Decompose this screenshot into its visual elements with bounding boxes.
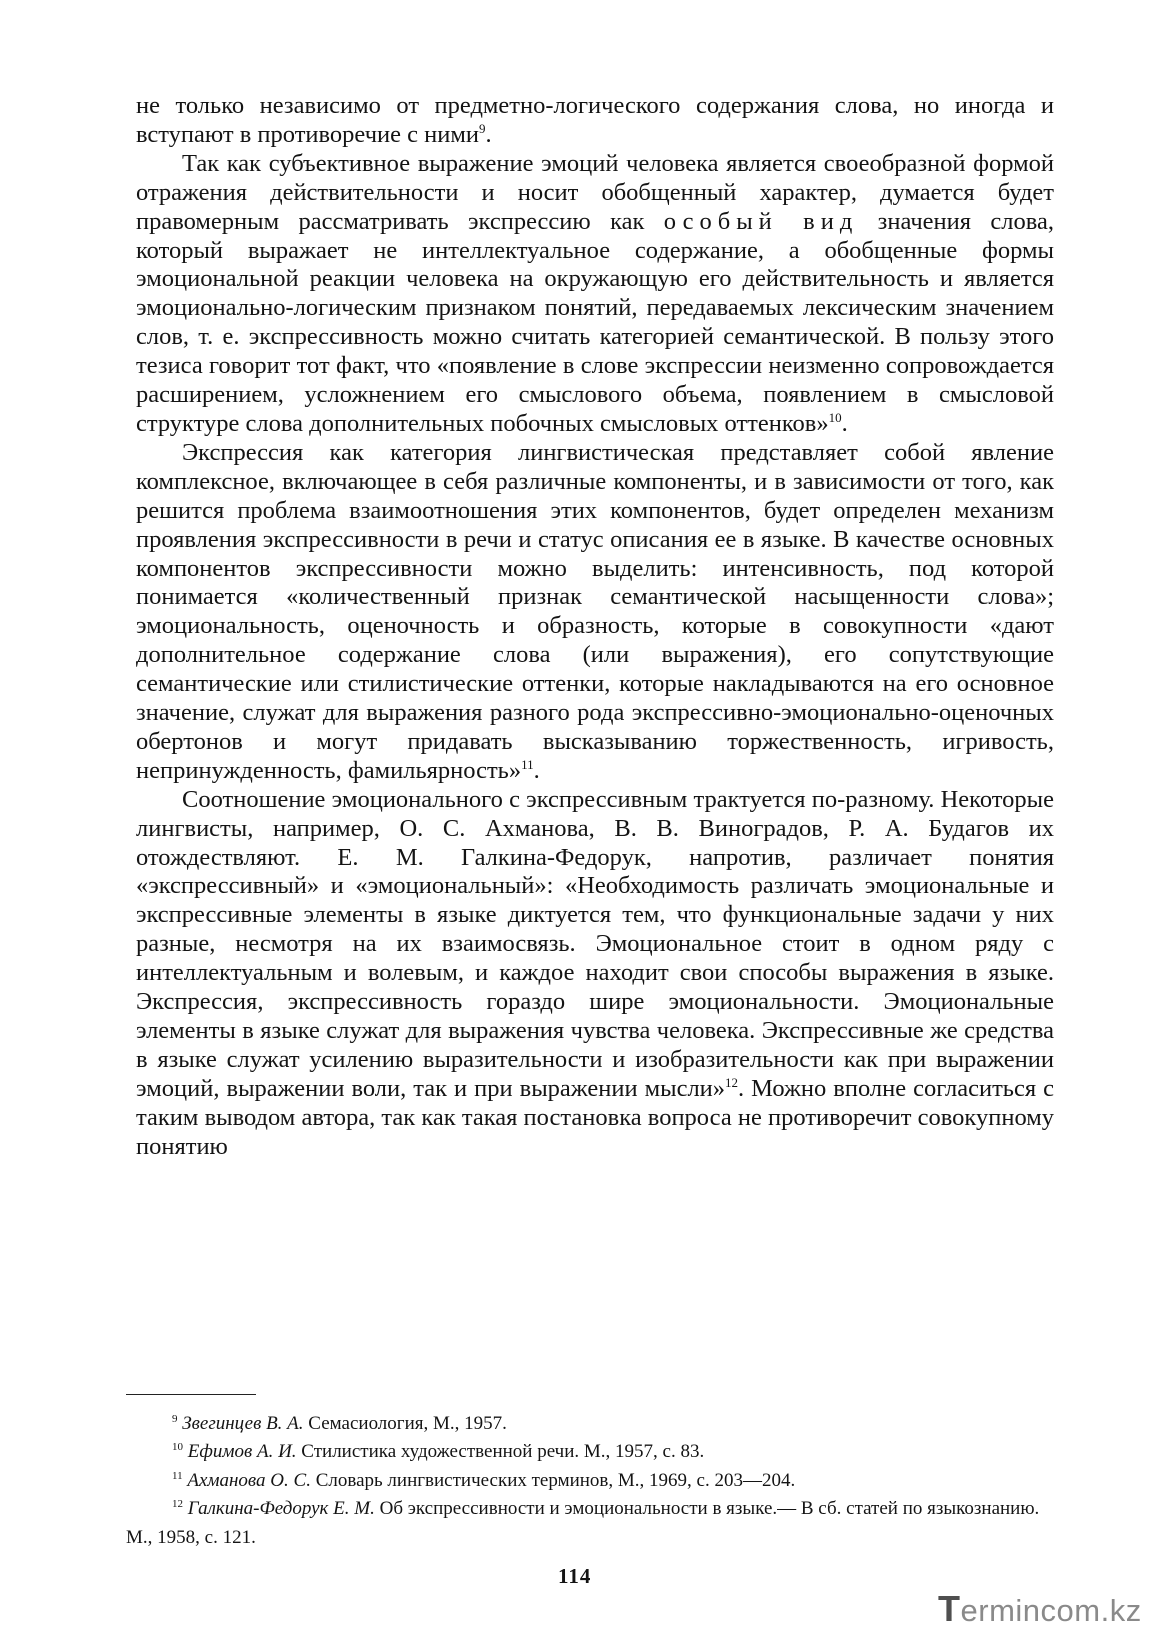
paragraph-text: не только независимо от предметно-логического содержания слова, но иногда и вступают в противоречие с ними bbox=[136, 92, 1054, 148]
footnote-number: 12 bbox=[172, 1498, 183, 1511]
paragraph bbox=[136, 150, 1054, 439]
paragraph bbox=[136, 786, 1054, 1162]
footnote-number: 10 bbox=[172, 1441, 183, 1454]
page-body bbox=[136, 92, 1054, 1162]
spaced-emphasis: особый вид bbox=[663, 207, 859, 235]
paragraph-text: Соотношение эмоционального с экспрессивным трактуется по-разному. Некоторые лингвисты, например, О. С. Ахманова, В. В. Виноградов, Р. А. Будагов их отождествляют. Е. М. Галкина-Федорук, напротив, различает понятия «экспрессивный» и «эмоциональный»: «Необходимость различать эмоциональные и экспрессивные элементы в языке диктуется тем, что функциональные задачи у них разные, несмотря на их взаимосвязь. Эмоциональное стоит в одном ряду с интеллектуальным и волевым, и каждое находит свои способы выражения в языке. Экспрессия, экспрессивность гораздо шире эмоциональности. Эмоциональные элементы в языке служат для выражения чувства человека. Экспрессивные же средства в языке служат усилению выразительности и изобразительности как при выражении эмоций, выражении воли, так и при выражении мысли» bbox=[136, 785, 1054, 1102]
footnote-author: Звегинцев В. А. bbox=[182, 1413, 304, 1434]
paragraph bbox=[136, 92, 1054, 150]
footnote-ref: 9 bbox=[478, 120, 486, 136]
footnote-author: Ефимов А. И. bbox=[187, 1441, 297, 1463]
paragraph-text: Экспрессия как категория лингвистическая представляет собой явление комплексное, включающее в себя различные компоненты, и в зависимости от того, как решится проблема взаимоотношения этих компонентов, будет определен механизм проявления экспрессивности в речи и статус описания ее в языке. В качестве основных компонентов экспрессивности можно выделить: интенсивность, под которой понимается «количественный признак семантической насыщенности слова»; эмоциональность, оценочность и образность, которые в совокупности «дают дополнительное содержание слова (или выражения), его сопутствующие семантические или стилистические оттенки, которые накладываются на его основное значение, служат для выражения разного рода экспрессивно-эмоционально-оценочных обертонов и могут придавать высказыванию торжественность, игривость, непринужденность, фамильярность» bbox=[136, 438, 1054, 784]
footnote-text: Об экспрессивности и эмоциональности в языке.— В сб. статей по языкознанию. М., 1958, с. 121. bbox=[126, 1498, 1040, 1548]
paragraph-text: . Можно вполне согласиться с таким выводом автора, так как такая постановка вопроса не противоречит совокупному понятию bbox=[136, 1074, 1054, 1160]
footnote bbox=[126, 1410, 1056, 1438]
footnote-text: Стилистика художественной речи. М., 1957, с. 83. bbox=[296, 1441, 705, 1463]
footnote-author: Галкина-Федорук Е. М. bbox=[187, 1498, 375, 1520]
paragraph-text: Так как субъективное выражение эмоций человека является своеобразной формой отражения действительности и носит обобщенный характер, думается будет правомерным рассматривать экспрессию как bbox=[136, 149, 1054, 235]
watermark-lead-letter: T bbox=[938, 1588, 961, 1629]
watermark-text: ermincom.kz bbox=[960, 1593, 1142, 1628]
paragraph-text: . bbox=[841, 409, 848, 437]
footnote-number: 11 bbox=[172, 1469, 183, 1482]
footnotes bbox=[126, 1410, 1056, 1552]
footnote-ref: 12 bbox=[725, 1074, 739, 1090]
paragraph-text: . bbox=[533, 756, 540, 784]
paragraph-text: . bbox=[485, 120, 492, 148]
footnote-text: Словарь лингвистических терминов, М., 1969, с. 203—204. bbox=[310, 1469, 796, 1491]
page-number: 114 bbox=[558, 1564, 592, 1588]
footnote bbox=[126, 1438, 1056, 1466]
footnote-divider bbox=[126, 1394, 256, 1395]
footnote-ref: 10 bbox=[828, 409, 842, 425]
footnote bbox=[126, 1495, 1056, 1552]
footnote-text: Семасиология, М., 1957. bbox=[303, 1413, 507, 1434]
footnote bbox=[126, 1467, 1056, 1495]
watermark-logo bbox=[938, 1588, 1142, 1630]
footnote-author: Ахманова О. С. bbox=[187, 1469, 311, 1491]
footnote-number: 9 bbox=[172, 1413, 178, 1425]
footnote-ref: 11 bbox=[521, 756, 534, 772]
paragraph bbox=[136, 439, 1054, 786]
paragraph-text: значения слова, который выражает не интеллектуальное содержание, а обобщенные формы эмоциональной реакции человека на окружающую его действительность и является эмоционально-логическим признаком понятий, передаваемых лексическим значением слов, т. е. экспрессивность можно считать категорией семантической. В пользу этого тезиса говорит тот факт, что «появление в слове экспрессии неизменно сопровождается расширением, усложнением его смыслового объема, появлением в смысловой структуре слова дополнительных побочных смысловых оттенков» bbox=[136, 207, 1054, 437]
